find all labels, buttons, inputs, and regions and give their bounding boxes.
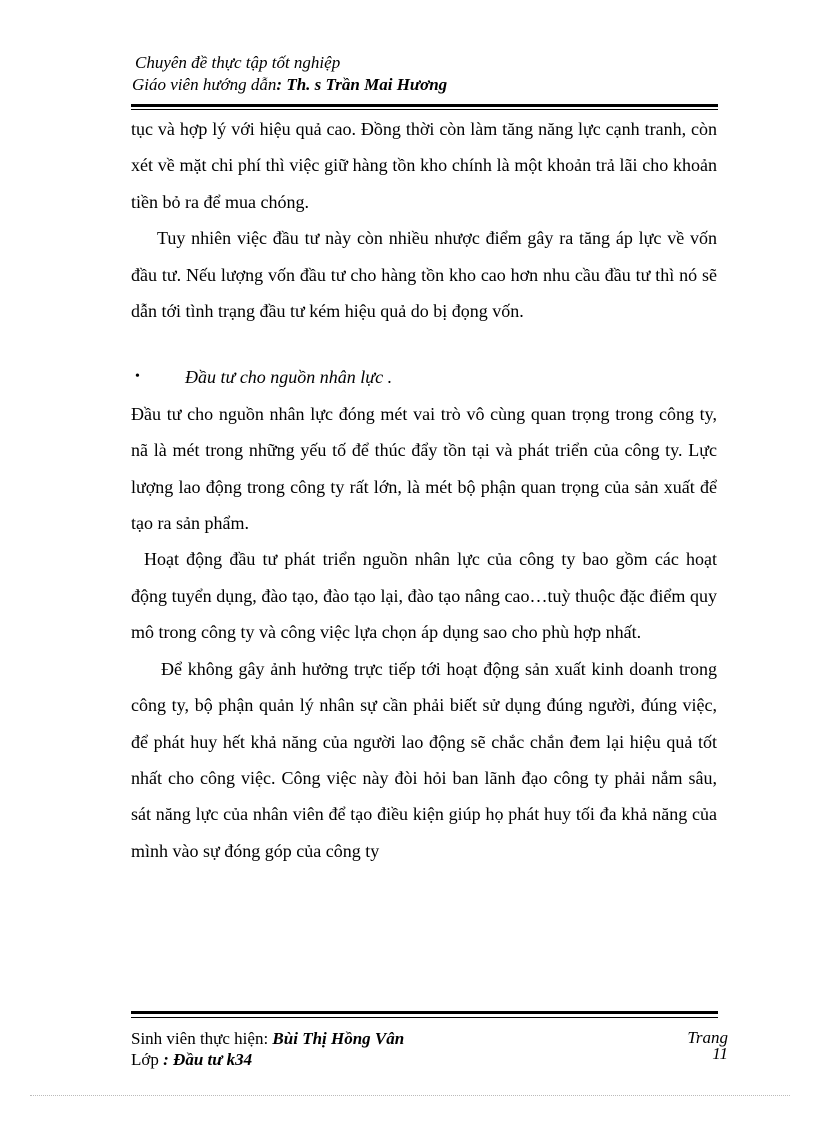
page-number: 11 — [712, 1044, 728, 1063]
student-line — [131, 1028, 404, 1049]
paragraph-4: Hoạt động đầu tư phát triển nguồn nhân lực của công ty bao gồm các hoạt động tuyển dụng, đào tạo, đào tạo lại, đào tạo nâng cao…tuỳ thuộc đặc điểm quy mô trong công ty và công việc lựa chọn áp dụng sao cho phù hợp nhất. — [131, 549, 717, 643]
main-content — [131, 111, 717, 869]
paragraph-1: tục và hợp lý với hiệu quả cao. Đồng thời còn làm tăng năng lực cạnh tranh, còn xét về mặt chi phí thì việc giữ hàng tồn kho chính là một khoản trả lãi cho khoản tiền bỏ ra để mua chóng. — [131, 119, 717, 212]
class-value: : Đầu tư k34 — [163, 1050, 253, 1069]
student-label: Sinh viên thực hiện: — [131, 1029, 269, 1048]
class-line — [131, 1049, 404, 1070]
page-edge-divider — [30, 1095, 790, 1096]
paragraph-3: Đầu tư cho nguồn nhân lực đóng mét vai trò vô cùng quan trọng trong công ty, nã là mét trong những yếu tố để thúc đẩy tồn tại và phát triển của công ty. Lực lượng lao động trong công ty rất lớn, là mét bộ phận quan trọng của sản xuất để tạo ra sản phẩm. — [131, 403, 717, 534]
bullet-heading-text: Đầu tư cho nguồn nhân lực . — [185, 367, 393, 388]
advisor-line — [132, 74, 447, 96]
page-label: Trang — [687, 1028, 728, 1047]
page-footer — [131, 1028, 404, 1070]
page-number-block — [687, 1030, 728, 1062]
bullet-heading — [131, 359, 717, 395]
header-rule-thin — [131, 109, 718, 110]
class-label: Lớp — [131, 1050, 159, 1069]
advisor-name: : Th. s Trần Mai Hương — [276, 75, 448, 94]
student-name: Bùi Thị Hồng Vân — [272, 1029, 405, 1048]
report-title: Chuyên đề thực tập tốt nghiệp — [135, 53, 341, 72]
advisor-label: Giáo viên hướng dẫn — [132, 75, 277, 94]
footer-rule-thick — [131, 1011, 718, 1014]
bullet-icon: • — [135, 369, 140, 385]
paragraph-5: Để không gây ảnh hưởng trực tiếp tới hoạt động sản xuất kinh doanh trong công ty, bộ phận quản lý nhân sự cần phải biết sử dụng đúng người, đúng việc, để phát huy hết khả năng của người lao động sẽ chắc chắn đem lại hiệu quả tốt nhất cho công việc. Công việc này đòi hỏi ban lãnh đạo công ty phải nắm sâu, sát năng lực của nhân viên để tạo điều kiện giúp họ phát huy tối đa khả năng của mình vào sự đóng góp của công ty — [131, 658, 717, 861]
header-rule-thick — [131, 104, 718, 107]
page-header — [132, 52, 447, 96]
paragraph-2: Tuy nhiên việc đầu tư này còn nhiều nhược điểm gây ra tăng áp lực về vốn đầu tư. Nếu lượng vốn đầu tư cho hàng tồn kho cao hơn nhu cầu đầu tư thì nó sẽ dẫn tới tình trạng đầu tư kém hiệu quả do bị đọng vốn. — [131, 228, 717, 322]
footer-rule-thin — [131, 1017, 718, 1018]
